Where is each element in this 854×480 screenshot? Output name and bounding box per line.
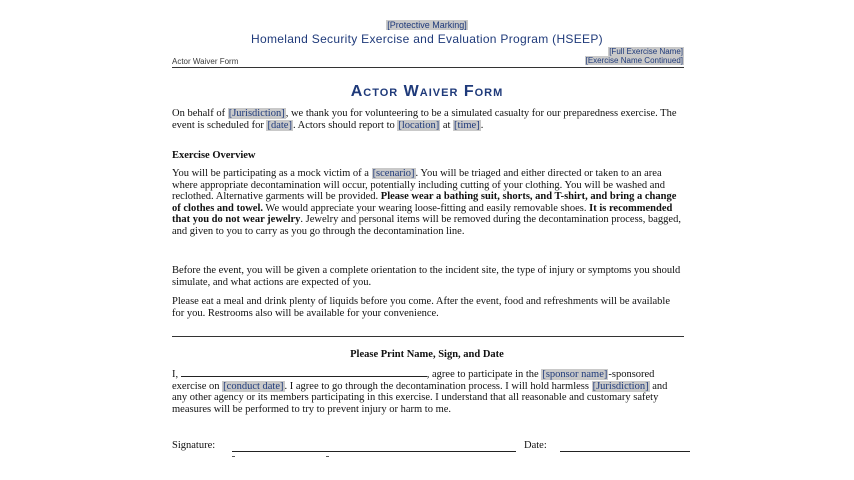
- date-placeholder: [date]: [267, 119, 292, 131]
- location-placeholder: [location]: [398, 119, 440, 131]
- section-divider: [172, 336, 684, 337]
- sign-heading: Please Print Name, Sign, and Date: [350, 349, 504, 360]
- header-divider: [172, 67, 684, 68]
- time-placeholder: [time]: [454, 119, 480, 131]
- name-blank[interactable]: [181, 367, 427, 377]
- exercise-name-block: [585, 47, 684, 65]
- page-mark: [326, 456, 329, 457]
- jurisdiction-placeholder: [Jurisdiction]: [228, 108, 285, 119]
- orientation-paragraph: Before the event, you will be given a complete orientation to the incident site, the type of injury or symptoms you should simulate, and what actions are expected of you.: [172, 265, 681, 288]
- protective-marking: [0, 20, 854, 30]
- jurisdiction-placeholder-2: [Jurisdiction]: [592, 380, 649, 392]
- overview-paragraph: You will be participating as a mock victim of a [scenario]. You will be triaged and either directed or taken to an area where appropriate decontamination will occur, potentially including cutting of your clothing. You will be washed and reclothed. Alternative garments will be provided. Please wear a bathing suit, shorts, and T-shirt, and bring a change of clothes and towel. We would appreciate your wearing loose-fitting and easily removable shoes. It is recommended that you do not wear jewelry. Jewelry and personal items will be removed during the decontamination process, bagged, and given to you to carry as you go through the decontamination line.: [172, 168, 681, 237]
- exercise-name-continued: [Exercise Name Continued]: [585, 56, 683, 65]
- program-name: Homeland Security Exercise and Evaluation Program (HSEEP): [251, 32, 603, 46]
- protective-marking-text: [Protective Marking]: [387, 20, 467, 30]
- conduct-date-placeholder: [conduct date]: [223, 380, 284, 392]
- date-label: Date:: [524, 440, 547, 451]
- form-short-name: Actor Waiver Form: [172, 57, 239, 66]
- meal-paragraph: Please eat a meal and drink plenty of liquids before you come. After the event, food and refreshments will be available for you. Restrooms also will be available for your convenience.: [172, 296, 670, 319]
- jewelry-instructions: It is recommended that you do not wear jewelry: [172, 202, 673, 225]
- scenario-placeholder: [scenario]: [372, 168, 415, 179]
- page-mark: [232, 456, 235, 457]
- signature-label: Signature:: [172, 440, 216, 451]
- sponsor-name-placeholder: [sponsor name]: [542, 369, 608, 380]
- overview-heading: Exercise Overview: [172, 150, 256, 161]
- intro-paragraph: On behalf of [Jurisdiction], we thank you for volunteering to be a simulated casualty for our preparedness exercise. The event is scheduled for [date]. Actors should report to [location] at [time].: [172, 108, 677, 131]
- page-title: Actor Waiver Form: [350, 83, 504, 100]
- date-line[interactable]: [560, 451, 690, 452]
- clothing-instructions: Please wear a bathing suit, shorts, and T-shirt, and bring a change of clothes and towel.: [172, 191, 677, 214]
- full-exercise-name: [Full Exercise Name]: [609, 47, 683, 56]
- agreement-paragraph: I, , agree to participate in the [sponsor name]-sponsored exercise on [conduct date]. I agree to go through the decontamination process. I will hold harmless [Jurisdiction] and any other agency or its members participating in this exercise. I understand that all reasonable and customary safety measures will be performed to try to prevent injury or harm to me.: [172, 369, 668, 415]
- signature-line[interactable]: [232, 451, 516, 452]
